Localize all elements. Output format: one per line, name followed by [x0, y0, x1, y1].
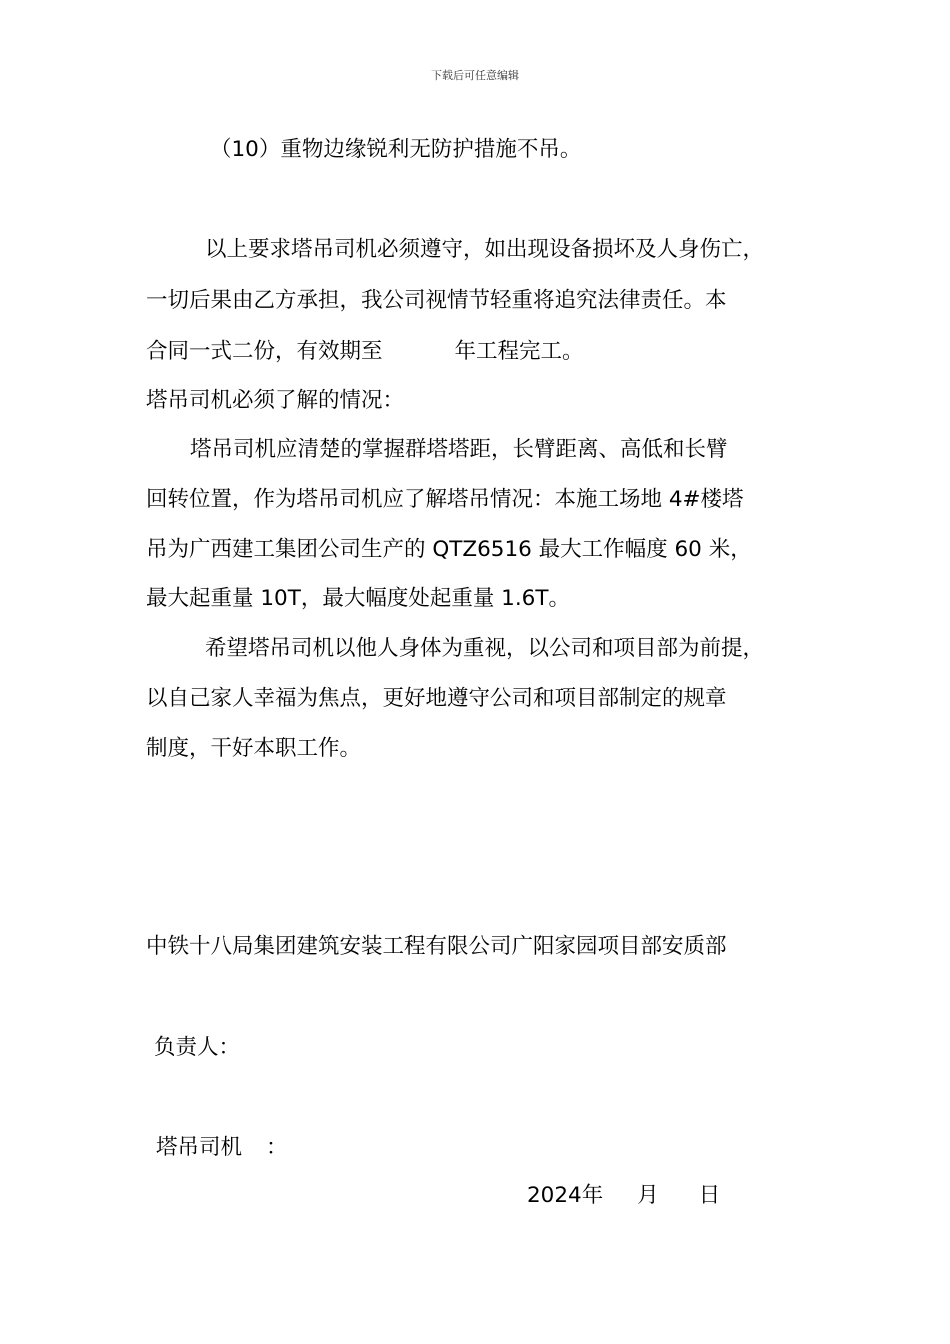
date-year: 2024: [527, 1183, 582, 1208]
para2-line3: 吊为广西建工集团公司生产的 QTZ6516 最大工作幅度 60 米，: [146, 537, 752, 562]
para1-line3: [146, 338, 584, 366]
para3-line1: 希望塔吊司机以他人身体为重视，以公司和项目部为前提，: [205, 636, 765, 661]
para2-line1: 塔吊司机应清楚的掌握群塔塔距，长臂距离、高低和长臂: [190, 437, 728, 462]
para1-line2: 一切后果由乙方承担，我公司视情节轻重将追究法律责任。本: [146, 288, 727, 313]
para2-line2: 回转位置，作为塔吊司机应了解塔吊情况：本施工场地 4#楼塔: [146, 487, 744, 512]
responsible-label: 负责人：: [154, 1035, 241, 1060]
section-title: 塔吊司机必须了解的情况：: [146, 388, 405, 413]
item-10: （10）重物边缘锐利无防护措施不吊。: [210, 137, 582, 162]
para1-line1: 以上要求塔吊司机必须遵守，如出现设备损坏及人身伤亡，: [205, 237, 765, 262]
validity-end: 年工程完工。: [454, 339, 584, 364]
date-day-unit: 日: [698, 1183, 721, 1208]
para3-line3: 制度，干好本职工作。: [146, 736, 362, 761]
para2-line4: 最大起重量 10T，最大幅度处起重量 1.6T。: [146, 586, 570, 611]
driver-label: 塔吊司机: [156, 1135, 243, 1160]
company-name: 中铁十八局集团建筑安装工程有限公司广阳家园项目部安质部: [146, 934, 727, 959]
header-note: 下载后可任意编辑: [431, 69, 519, 82]
driver-signature: [156, 1134, 288, 1162]
date-year-unit: 年: [581, 1183, 604, 1208]
para3-line2: 以自己家人幸福为焦点，更好地遵守公司和项目部制定的规章: [146, 686, 727, 711]
validity-label: 合同一式二份，有效期至: [146, 339, 383, 364]
signature-date: [527, 1182, 720, 1210]
date-month-unit: 月: [637, 1183, 659, 1208]
driver-colon: ：: [266, 1135, 288, 1160]
